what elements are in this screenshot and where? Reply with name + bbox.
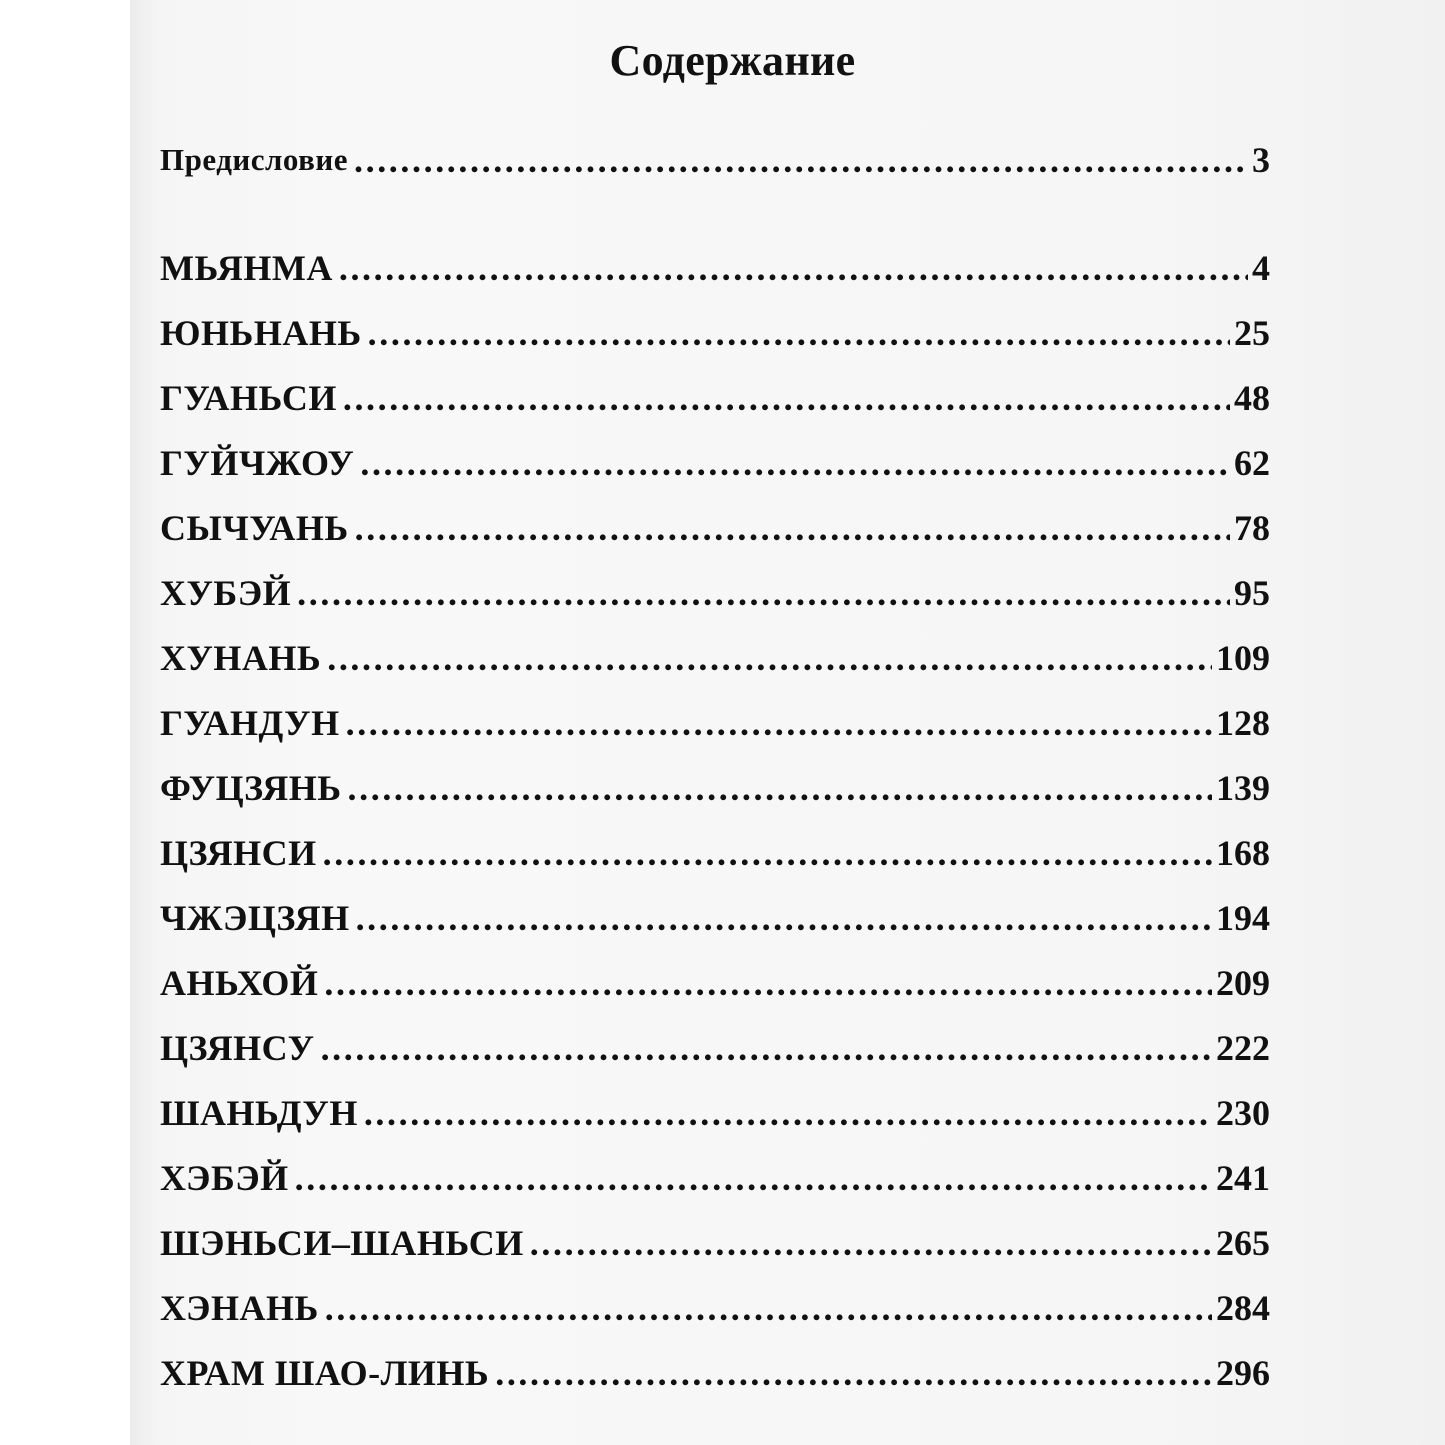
dot-leader: [354, 138, 1248, 182]
toc-entry: [160, 1221, 1270, 1265]
toc-entry: [160, 896, 1270, 940]
toc-entry: [160, 766, 1270, 810]
dot-leader: [346, 701, 1212, 745]
dot-leader: [530, 1221, 1212, 1265]
dot-leader: [297, 571, 1230, 615]
toc-entry-page: 194: [1216, 898, 1270, 938]
toc-entry-page: 109: [1216, 638, 1270, 678]
toc-entry: [160, 1026, 1270, 1070]
toc-entry: [160, 701, 1270, 745]
toc-entry-preface: [160, 138, 1270, 182]
dot-leader: [356, 896, 1212, 940]
toc-entry-label: ЮНЬНАНЬ: [160, 313, 362, 353]
toc-entry-page: 230: [1216, 1093, 1270, 1133]
dot-leader: [343, 376, 1230, 420]
toc-entry: [160, 1091, 1270, 1135]
toc-entry: [160, 831, 1270, 875]
toc-entry: [160, 571, 1270, 615]
toc-entry: [160, 506, 1270, 550]
dot-leader: [323, 831, 1212, 875]
dot-leader: [295, 1156, 1212, 1200]
toc-entry-page: 222: [1216, 1028, 1270, 1068]
page-margin: [0, 0, 130, 1445]
toc-entry: [160, 1351, 1270, 1395]
toc-entry: [160, 636, 1270, 680]
toc-entry-label: ЧЖЭЦЗЯН: [160, 898, 350, 938]
toc-entry-page: 48: [1234, 378, 1270, 418]
book-page: [130, 0, 1445, 1445]
dot-leader: [339, 246, 1248, 290]
toc-entry-label: ЦЗЯНСУ: [160, 1028, 315, 1068]
toc-entry-label: ГУАНДУН: [160, 703, 340, 743]
dot-leader: [364, 1091, 1212, 1135]
dot-leader: [348, 766, 1212, 810]
toc-entry: [160, 246, 1270, 290]
toc-entry-label: ГУАНЬСИ: [160, 378, 337, 418]
toc-entry-page: 128: [1216, 703, 1270, 743]
toc-entry-page: 241: [1216, 1158, 1270, 1198]
toc-entry-page: 209: [1216, 963, 1270, 1003]
dot-leader: [327, 636, 1212, 680]
dot-leader: [324, 961, 1212, 1005]
dot-leader: [368, 311, 1230, 355]
toc-entry-page: 265: [1216, 1223, 1270, 1263]
dot-leader: [360, 441, 1230, 485]
toc-entry: [160, 376, 1270, 420]
toc-entry-page: 3: [1252, 140, 1270, 180]
toc-entry-page: 78: [1234, 508, 1270, 548]
toc-entry-label: ШЭНЬСИ–ШАНЬСИ: [160, 1223, 524, 1263]
dot-leader: [495, 1351, 1212, 1395]
toc-entry-label: ШАНЬДУН: [160, 1093, 358, 1133]
toc-entry-page: 139: [1216, 768, 1270, 808]
dot-leader: [325, 1286, 1212, 1330]
toc-entry-label: ХЭБЭЙ: [160, 1158, 289, 1198]
toc-entry-page: 95: [1234, 573, 1270, 613]
toc-entry-label: АНЬХОЙ: [160, 963, 319, 1003]
toc-entry-label: Предисловие: [160, 142, 348, 177]
toc-entry-page: 296: [1216, 1353, 1270, 1393]
toc-entry-label: МЬЯНМА: [160, 248, 333, 288]
toc-entry: [160, 311, 1270, 355]
dot-leader: [355, 506, 1230, 550]
toc-entry: [160, 1286, 1270, 1330]
toc-entry-label: СЫЧУАНЬ: [160, 508, 349, 548]
toc-entry-page: 4: [1252, 248, 1270, 288]
toc-entry-label: ФУЦЗЯНЬ: [160, 768, 342, 808]
toc-entry-label: ЦЗЯНСИ: [160, 833, 317, 873]
dot-leader: [321, 1026, 1212, 1070]
toc-entry-label: ГУЙЧЖОУ: [160, 443, 355, 483]
toc-entry-label: ХУНАНЬ: [160, 638, 322, 678]
toc-entry-page: 25: [1234, 313, 1270, 353]
toc-entry-label: ХУБЭЙ: [160, 573, 292, 613]
toc-entry: [160, 961, 1270, 1005]
toc-entry-page: 168: [1216, 833, 1270, 873]
toc-entry-page: 62: [1234, 443, 1270, 483]
toc-entry-label: ХЭНАНЬ: [160, 1288, 319, 1328]
page-title: Содержание: [609, 36, 856, 85]
toc-entry-label: ХРАМ ШАО-ЛИНЬ: [160, 1353, 490, 1393]
toc-entry-page: 284: [1216, 1288, 1270, 1328]
toc-entry: [160, 441, 1270, 485]
toc-entry: [160, 1156, 1270, 1200]
